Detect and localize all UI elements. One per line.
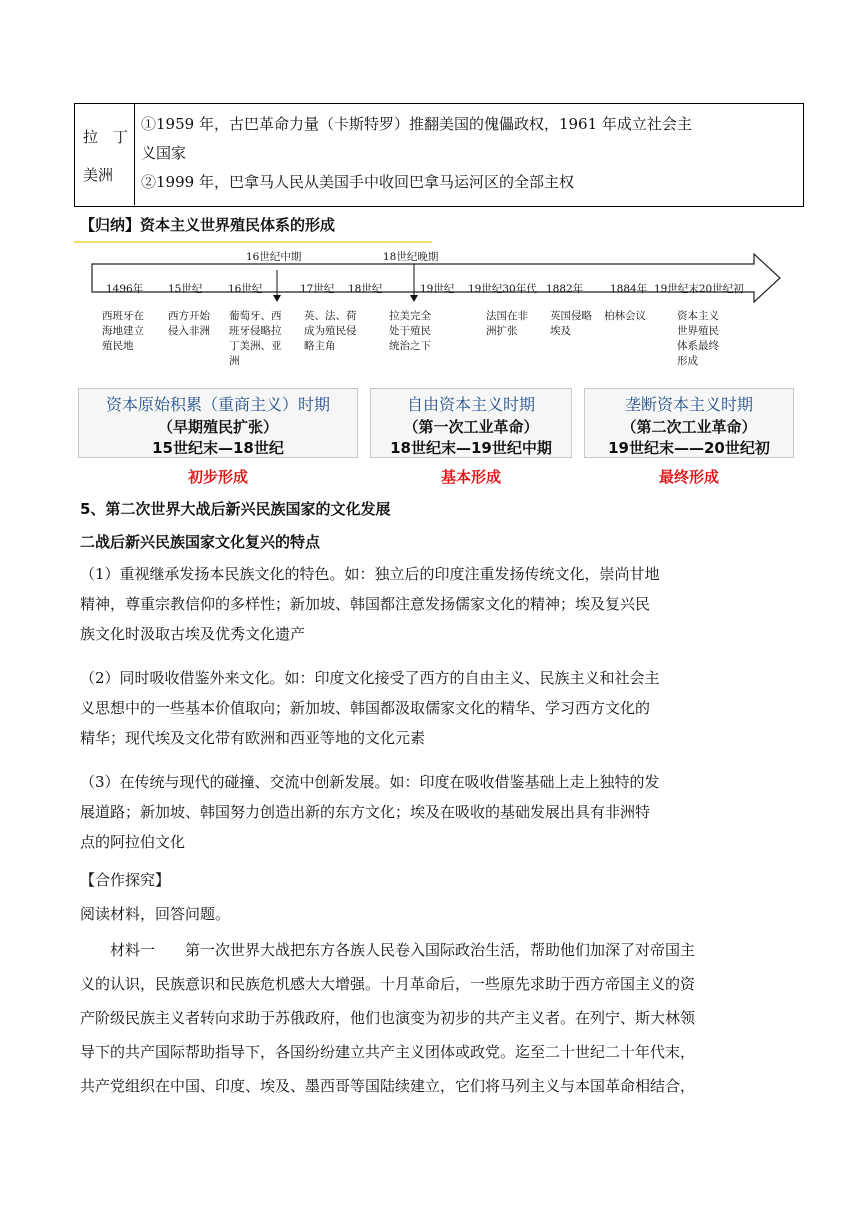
- material-line1: 材料一 第一次世界大战把东方各族人民卷入国际政治生活，帮助他们加深了对帝国主: [110, 941, 696, 959]
- point-1: [80, 559, 780, 649]
- material-line2: 义的认识，民族意识和民族危机感大大增强。十月革命后，一些原先求助于西方帝国主义的资: [80, 975, 696, 993]
- era-box-2: [370, 388, 572, 458]
- stage-1: 初步形成: [187, 468, 248, 486]
- material-line4: 导下的共产国际帮助指导下，各国纷纷建立共产主义团体或政党。迄至二十世纪二十年代末，: [80, 1043, 696, 1061]
- stage-3: 最终形成: [658, 468, 719, 486]
- content-cell: [141, 110, 801, 197]
- top-label-18c: 18世纪晚期: [383, 251, 439, 263]
- region-cell: [75, 104, 135, 205]
- tick-1830s: 19世纪30年代: [468, 283, 537, 295]
- era-1-title: 资本原始积累（重商主义）时期: [105, 395, 330, 414]
- event-egypt: 英国侵略埃及: [550, 310, 592, 337]
- features-heading: 二战后新兴民族国家文化复兴的特点: [80, 533, 321, 551]
- point-2-line2: 义思想中的一些基本价值取向；新加坡、韩国都汲取儒家文化的精华、学习西方文化的: [80, 699, 651, 717]
- era-2-span: 18世纪末—19世纪中期: [390, 439, 552, 457]
- latin-america-table: [74, 103, 804, 207]
- point-1-line3: 族文化时汲取古埃及优秀文化遗产: [80, 625, 306, 643]
- material-line3: 产阶级民族主义者转向求助于苏俄政府，他们也演变为初步的共产主义者。在列宁、斯大林领: [80, 1009, 696, 1027]
- tick-17c: 17世纪: [300, 283, 335, 295]
- point-3-line1: （3）在传统与现代的碰撞、交流中创新发展。如：印度在吸收借鉴基础上走上独特的发: [80, 773, 660, 791]
- event-portugal-spain: 葡萄牙、西班牙侵略拉丁美洲、亚洲: [229, 310, 282, 367]
- event-latin-america: 拉美完全处于殖民统治之下: [389, 310, 431, 352]
- region-label-line2: 美洲: [83, 166, 114, 184]
- event-uk-fr-nl: 英、法、荷成为殖民侵略主角: [304, 310, 357, 352]
- tick-1496: 1496年: [106, 283, 144, 295]
- top-label-16c: 16世纪中期: [246, 251, 302, 263]
- tick-1882: 1882年: [546, 283, 584, 295]
- event-haiti: 西班牙在海地建立殖民地: [102, 310, 144, 352]
- material-line5: 共产党组织在中国、印度、埃及、墨西哥等国陆续建立，它们将马列主义与本国革命相结合，: [80, 1077, 696, 1095]
- point-2-line3: 精华；现代埃及文化带有欧洲和西亚等地的文化元素: [80, 729, 426, 747]
- row1-line2: 义国家: [141, 144, 187, 162]
- tick-1884: 1884年: [610, 283, 648, 295]
- point-2: [80, 663, 780, 753]
- point-3-line3: 点的阿拉伯文化: [80, 833, 186, 851]
- point-1-line1: （1）重视继承发扬本民族文化的特色。如：独立后的印度注重发扬传统文化，崇尚甘地: [80, 565, 660, 583]
- point-3-line2: 展道路；新加坡、韩国努力创造出新的东方文化；埃及在吸收的基础发展出具有非洲特: [80, 803, 651, 821]
- point-1-line2: 精神，尊重宗教信仰的多样性；新加坡、韩国都注意发扬儒家文化的精神；埃及复兴民: [80, 595, 651, 613]
- instruction: 阅读材料，回答问题。: [80, 905, 231, 923]
- era-2-sub: （第一次工业革命）: [403, 418, 539, 436]
- point-2-line1: （2）同时吸收借鉴外来文化。如：印度文化接受了西方的自由主义、民族主义和社会主: [80, 669, 660, 687]
- era-1-sub: （早期殖民扩张）: [157, 418, 278, 436]
- event-africa: 西方开始侵入非洲: [168, 310, 210, 337]
- point-3: [80, 767, 780, 857]
- tick-late19c: 19世纪末20世纪初: [654, 283, 744, 295]
- summary-heading: 【归纳】资本主义世界殖民体系的形成: [80, 216, 336, 234]
- era-3-sub: （第二次工业革命）: [621, 418, 757, 436]
- row2: ②1999 年，巴拿马人民从美国手中收回巴拿马运河区的全部主权: [141, 173, 574, 191]
- era-2-title: 自由资本主义时期: [406, 395, 535, 414]
- colonial-timeline-diagram: [74, 240, 794, 490]
- era-box-3: [584, 388, 794, 458]
- era-3-title: 垄断资本主义时期: [624, 395, 753, 414]
- event-france: 法国在非洲扩张: [486, 310, 528, 337]
- event-berlin: 柏林会议: [604, 310, 646, 322]
- event-final: 资本主义世界殖民体系最终形成: [677, 310, 719, 367]
- tick-18c: 18世纪: [348, 283, 383, 295]
- era-box-1: [78, 388, 358, 458]
- section5-heading: 5、第二次世界大战后新兴民族国家的文化发展: [80, 500, 391, 518]
- coop-heading: 【合作探究】: [80, 871, 171, 889]
- tick-15c: 15世纪: [168, 283, 203, 295]
- stage-2: 基本形成: [440, 468, 501, 486]
- row1-line1: ①1959 年，古巴革命力量（卡斯特罗）推翻美国的傀儡政权，1961 年成立社会主: [141, 115, 692, 133]
- tick-19c: 19世纪: [420, 283, 455, 295]
- tick-16c: 16世纪: [228, 283, 263, 295]
- era-3-span: 19世纪末——20世纪初: [608, 439, 770, 457]
- material-1: [80, 933, 780, 1103]
- era-1-span: 15世纪末—18世纪: [152, 439, 284, 457]
- region-label-line1: 拉 丁: [83, 128, 129, 146]
